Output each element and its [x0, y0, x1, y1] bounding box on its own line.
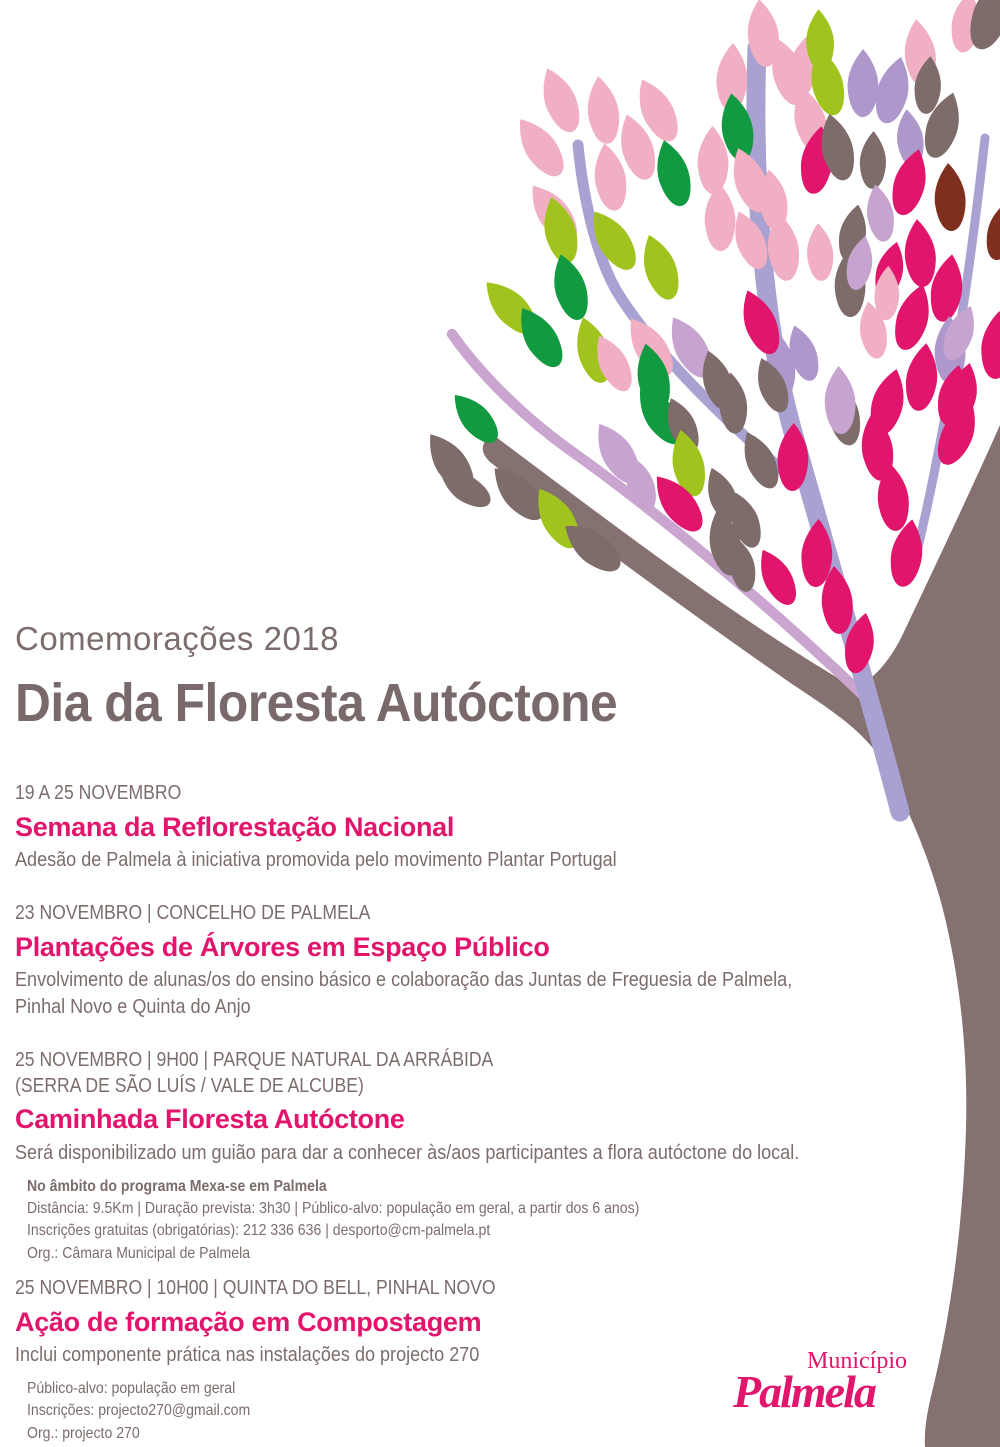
event-section-caminhada: [15, 1048, 960, 1265]
leaf: [704, 183, 736, 252]
municipio-palmela-logo: [733, 1349, 911, 1415]
event-section-plantacoes: [15, 901, 960, 1021]
event-section-semana: [15, 781, 960, 874]
event-detail-line: Org.: Câmara Municipal de Palmela: [27, 1244, 251, 1262]
event-description: Envolvimento de alunas/os do ensino básico e colaboração das Juntas de Freguesia de Palmela, Pinhal Novo e Quinta do Anjo: [15, 968, 793, 1019]
event-heading: Plantações de Árvores em Espaço Público: [15, 931, 550, 962]
leaf: [859, 131, 886, 189]
leaf: [649, 136, 697, 210]
event-details: [27, 1378, 848, 1445]
event-detail-line: Público-alvo: população em geral: [27, 1380, 236, 1398]
tree-leaves: [418, 0, 1000, 676]
leaf: [533, 63, 587, 138]
page-title: Dia da Floresta Autóctone: [15, 673, 618, 733]
leaf: [862, 182, 897, 243]
event-detail-line: Inscrições: projecto270@gmail.com: [27, 1402, 251, 1420]
event-heading: Semana da Reflorestação Nacional: [15, 811, 455, 842]
leaf: [979, 310, 1000, 380]
event-detail-line: Org.: projecto 270: [27, 1424, 140, 1442]
event-date: 23 NOVEMBRO | CONCELHO DE PALMELA: [15, 902, 371, 924]
leaf: [933, 162, 968, 232]
event-heading: Ação de formação em Compostagem: [15, 1306, 482, 1337]
logo-palmela-text: Palmela: [733, 1366, 875, 1417]
event-details: [27, 1176, 848, 1266]
event-date: 19 A 25 NOVEMBRO: [15, 782, 182, 804]
leaf: [583, 74, 623, 146]
event-date: 25 NOVEMBRO | 9H00 | PARQUE NATURAL DA ARRÁBIDA (SERRA DE SÃO LUÍS / VALE DE ALCUBE): [15, 1049, 494, 1097]
event-program-note: No âmbito do programa Mexa-se em Palmela: [27, 1177, 327, 1195]
poster-kicker: Comemorações 2018: [15, 620, 339, 657]
event-detail-line: Inscrições gratuitas (obrigatórias): 212 336 636 | desporto@cm-palmela.pt: [27, 1222, 491, 1240]
leaf: [902, 218, 939, 289]
event-detail-line: Distância: 9.5Km | Duração prevista: 3h30 | Público-alvo: população em geral, a partir dos 6 anos): [27, 1200, 640, 1218]
event-heading: Caminhada Floresta Autóctone: [15, 1104, 405, 1135]
logo-municipio-text: Município: [807, 1348, 907, 1374]
event-description: Adesão de Palmela à iniciativa promovida pelo movimento Plantar Portugal: [15, 848, 617, 872]
leaf: [634, 230, 685, 304]
leaf: [848, 49, 879, 117]
event-date: 25 NOVEMBRO | 10H00 | QUINTA DO BELL, PINHAL NOVO: [15, 1277, 496, 1299]
event-description: Será disponibilizado um guião para dar a conhecer às/aos participantes a flora autóctone do local.: [15, 1141, 800, 1165]
leaf: [805, 222, 835, 281]
leaf: [982, 197, 1000, 263]
event-description: Inclui componente prática nas instalações do projecto 270: [15, 1343, 480, 1367]
leaf: [823, 365, 857, 434]
